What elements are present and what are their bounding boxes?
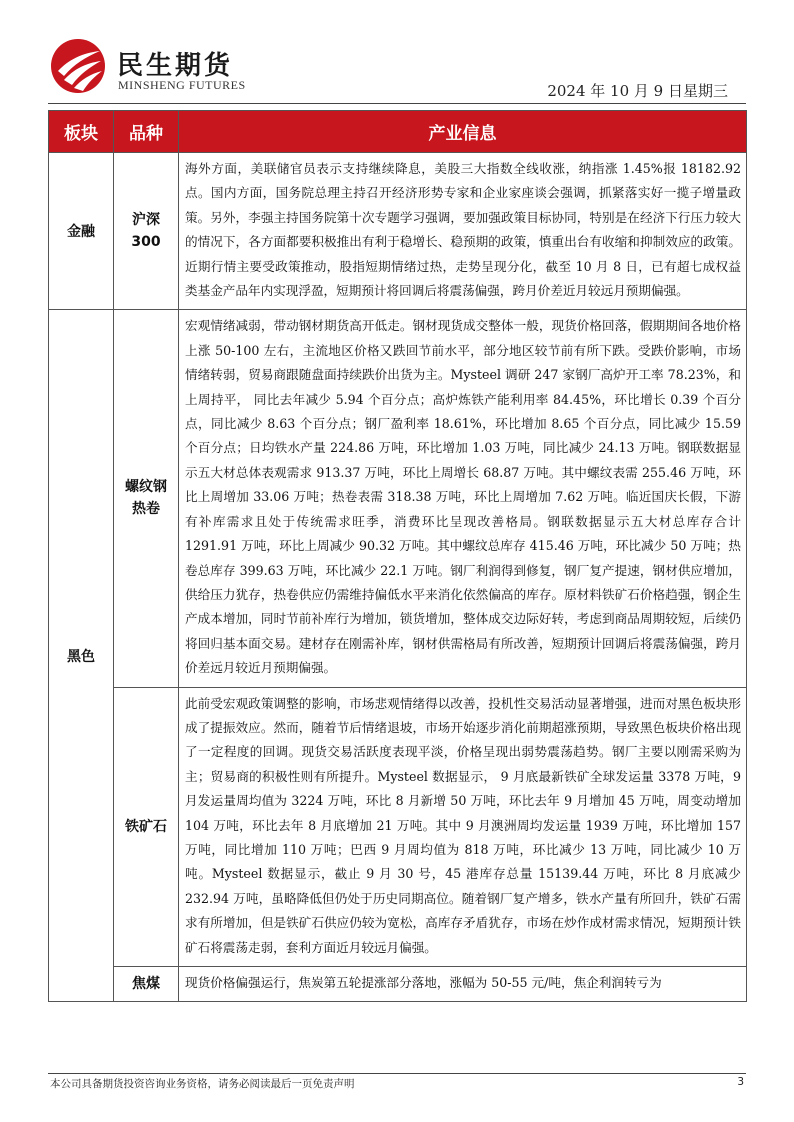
brand-name-en: MINSHENG FUTURES: [118, 78, 246, 92]
header-sector: 板块: [49, 111, 114, 153]
header-divider: [48, 103, 746, 104]
industry-info-table: [48, 110, 747, 1002]
variety-label: 铁矿石: [125, 818, 167, 835]
footer-divider: [48, 1073, 746, 1074]
table-row: [49, 153, 747, 310]
minsheng-logo-icon: [50, 38, 106, 94]
table-row: [49, 687, 747, 966]
brand-name-cn: 民生期货: [117, 51, 234, 81]
info-cell: 海外方面，美联储官员表示支持继续降息，美股三大指数全线收涨，纳指涨 1.45%报 18182.92 点。国内方面，国务院总理主持召开经济形势专家和企业家座谈会强调，抓紧落实好一揽子增量政策。另外，李强主持国务院第十次专题学习强调，要加强政策目标协同，特别是在经济下行压力较大的情况下，各方面都要积极推出有利于稳增长、稳预期的政策，慎重出台有收缩和抑制效应的政策。近期行情主要受政策推动，股指短期情绪过热，走势呈现分化，截至 10 月 8 日，已有超七成权益类基金产品年内实现浮盈，短期预计将回调后将震荡偏强，跨月价差近月较远月预期偏强。: [179, 153, 747, 310]
variety-cell: [114, 967, 179, 1002]
footer-disclaimer: 本公司具备期货投资咨询业务资格，请务必阅读最后一页免责声明: [50, 1078, 355, 1090]
variety-label: 螺纹钢热卷: [125, 479, 167, 518]
table-header-row: [49, 111, 747, 153]
info-cell: 宏观情绪减弱，带动钢材期货高开低走。钢材现货成交整体一般，现货价格回落，假期期间各地价格上涨 50-100 左右，主流地区价格又跌回节前水平，部分地区较节前有所下跌。受跌价影响，市场情绪转弱，贸易商跟随盘面持续跌价出货为主。Mysteel 调研 247 家钢厂高炉开工率 78.23%，和上周持平， 同比去年减少 5.94 个百分点；高炉炼铁产能利用率 84.45%，环比增长 0.39 个百分点，同比减少 8.63 个百分点；钢厂盈利率 18.61%，环比增加 8.65 个百分点，同比减少 15.59 个百分点；日均铁水产量 224.86 万吨，环比增加 1.03 万吨，同比减少 24.13 万吨。钢联数据显示五大材总体表观需求 913.37 万吨，环比上周增长 68.87 万吨。其中螺纹表需 255.46 万吨，环比上周增加 33.06 万吨；热卷表需 318.38 万吨，环比上周增加 7.62 万吨。临近国庆长假，下游有补库需求且处于传统需求旺季，消费环比呈现改善格局。钢联数据显示五大材总库存合计 1291.91 万吨，环比上周减少 90.32 万吨。其中螺纹总库存 415.46 万吨，环比减少 50 万吨；热卷总库存 399.63 万吨，环比减少 22.1 万吨。钢厂利润得到修复，钢厂复产提速，钢材供应增加，供给压力犹存，热卷供应仍需维持偏低水平来消化依然偏高的库存。原材料铁矿石价格趋强，钢企生产成本增加，同时节前补库行为增加，锁货增加，整体成交边际好转，考虑到商品周期较短，后续仍将回归基本面交易。建材存在刚需补库，钢材供需格局有所改善，短期预计回调后将震荡偏强，跨月价差远月较近月预期偏强。: [179, 310, 747, 687]
page-header: [0, 0, 794, 104]
variety-label: 沪深300: [131, 212, 161, 251]
info-cell: 此前受宏观政策调整的影响，市场悲观情绪得以改善，投机性交易活动显著增强，进而对黑色板块形成了提振效应。然而，随着节后情绪退坡，市场开始逐步消化前期超涨预期，导致黑色板块价格出现了一定程度的回调。现货交易活跃度表现平淡，价格呈现出弱势震荡趋势。钢厂主要以刚需采购为主；贸易商的积极性则有所提升。Mysteel 数据显示， 9 月底最新铁矿全球发运量 3378 万吨，9 月发运量周均值为 3224 万吨，环比 8 月新增 50 万吨，环比去年 9 月增加 45 万吨，周变动增加 104 万吨，环比去年 8 月底增加 21 万吨。其中 9 月澳洲周均发运量 1939 万吨，环比增加 157 万吨，同比增加 110 万吨；巴西 9 月周均值为 818 万吨，环比减少 13 万吨，同比减少 10 万吨。Mysteel 数据显示，截止 9 月 30 号，45 港库存总量 15139.44 万吨，环比 8 月底减少 232.94 万吨，虽略降低但仍处于历史同期高位。随着钢厂复产增多，铁水产量有所回升，铁矿石需求有所增加，但是铁矿石供应仍较为宽松，高库存矛盾犹存，市场在炒作成材需求情况，短期预计铁矿石将震荡走弱，套利方面近月较远月偏强。: [179, 687, 747, 966]
variety-cell: [114, 687, 179, 966]
table-row: [49, 967, 747, 1002]
info-cell: 现货价格偏强运行，焦炭第五轮提涨部分落地，涨幅为 50-55 元/吨，焦企利润转亏为: [179, 967, 747, 1002]
sector-cell: 黑色: [49, 310, 114, 1002]
header-info: 产业信息: [179, 111, 747, 153]
page-number: 3: [737, 1076, 744, 1088]
variety-cell: [114, 153, 179, 310]
variety-label: 焦煤: [132, 976, 160, 993]
table-row: [49, 310, 747, 687]
variety-cell: [114, 310, 179, 687]
report-date: 2024 年 10 月 9 日星期三: [547, 82, 728, 100]
sector-cell: 金融: [49, 153, 114, 310]
header-variety: 品种: [114, 111, 179, 153]
